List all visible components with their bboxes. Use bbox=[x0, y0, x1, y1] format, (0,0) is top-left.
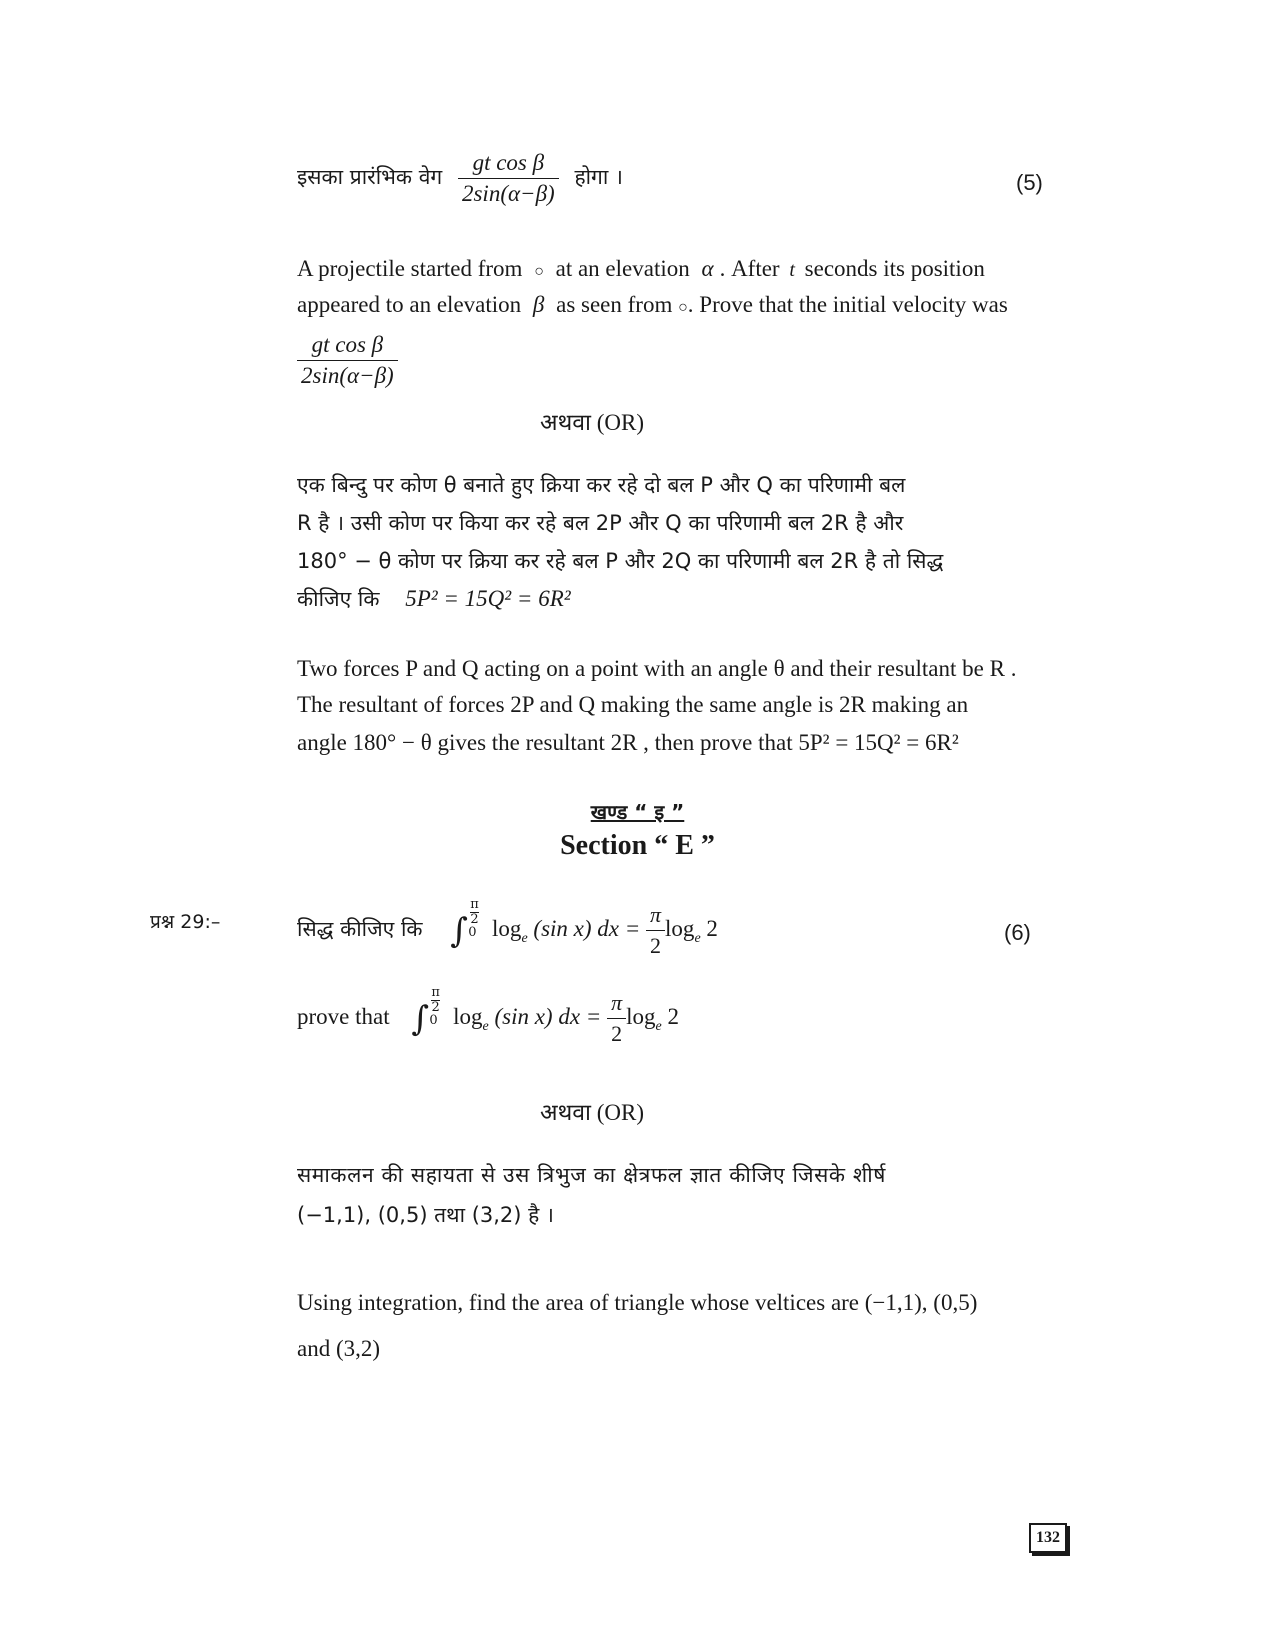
forces-question-hindi-line-3: 180° − θ कोण पर क्रिया कर रहे बल P और 2Q का परिणामी बल 2R है तो सिद्ध bbox=[297, 549, 944, 573]
or-divider-1: अथवा (OR) bbox=[540, 410, 645, 435]
prev-question-hindi bbox=[297, 148, 1077, 208]
upper-limit-den: 2 bbox=[470, 911, 479, 927]
velocity-fraction-denominator: 2sin(α−β) bbox=[297, 360, 398, 391]
log-text: log bbox=[492, 915, 522, 941]
triangle-question-english-line-2: and (3,2) bbox=[297, 1336, 381, 1361]
t-symbol: t bbox=[789, 259, 795, 281]
rhs-num: π bbox=[611, 990, 623, 1015]
section-heading-hindi-text: खण्ड “ इ ” bbox=[590, 800, 685, 824]
circle-o-symbol: ○ bbox=[678, 299, 688, 316]
prev-question-english-line-1 bbox=[297, 254, 1077, 287]
text-segment: appeared to an elevation bbox=[297, 292, 522, 317]
rhs-log-base: e bbox=[694, 930, 701, 946]
prev-question-english-fraction bbox=[297, 330, 1077, 394]
rhs-log: log bbox=[626, 1003, 656, 1029]
alpha-symbol: α bbox=[701, 256, 714, 281]
rhs-log: log bbox=[665, 915, 695, 941]
text-segment: कीजिए कि bbox=[297, 587, 380, 611]
section-heading-hindi bbox=[0, 798, 1275, 825]
question-29-hindi-prefix: सिद्ध कीजिए कि bbox=[297, 916, 423, 941]
upper-limit-num: π bbox=[431, 984, 440, 1000]
forces-question-english-line-2: The resultant of forces 2P and Q making the same angle is 2R making an bbox=[297, 692, 969, 717]
integral-symbol: ∫ $\frac{\pi}{2}$ 0 bbox=[450, 896, 479, 951]
section-heading-english: Section “ E ” bbox=[560, 830, 715, 861]
log-base: e bbox=[521, 930, 528, 946]
prev-question-hindi-prefix: इसका प्रारंभिक वेग bbox=[297, 164, 443, 189]
text-segment: . Prove that the initial velocity was bbox=[687, 292, 1008, 317]
page-number: 132 bbox=[1029, 1523, 1067, 1553]
forces-question-english-line-1: Two forces P and Q acting on a point with an angle θ and their resultant be R . bbox=[297, 656, 1017, 681]
or-divider-2: अथवा (OR) bbox=[540, 1100, 645, 1125]
rhs-den: 2 bbox=[646, 930, 665, 961]
text-segment: . After bbox=[719, 256, 780, 281]
integral-symbol: ∫ $\frac{\pi}{2}$ 0 bbox=[411, 984, 440, 1039]
rhs-value: 2 bbox=[706, 915, 718, 941]
beta-symbol: β bbox=[532, 292, 545, 317]
rhs-fraction bbox=[646, 900, 665, 961]
upper-limit-num: π bbox=[470, 896, 479, 912]
triangle-question-hindi-line-2: (−1,1), (0,5) तथा (3,2) है । bbox=[297, 1203, 554, 1227]
velocity-fraction-numerator: gt cos β bbox=[472, 150, 545, 175]
prev-question-hindi-suffix: होगा । bbox=[574, 164, 623, 189]
text-segment: as seen from bbox=[556, 292, 673, 317]
question-29-english bbox=[297, 984, 1077, 1046]
integrand-rest: (sin x) dx = bbox=[533, 915, 641, 941]
log-text: log bbox=[453, 1003, 483, 1029]
question-29-label-text: प्रश्न 29:– bbox=[150, 911, 221, 933]
rhs-num: π bbox=[650, 902, 662, 927]
prev-question-english-line-2 bbox=[297, 290, 1077, 323]
rhs-value: 2 bbox=[667, 1003, 679, 1029]
forces-question-hindi-line-4 bbox=[297, 584, 1077, 614]
integrand-rest: (sin x) dx = bbox=[494, 1003, 602, 1029]
velocity-fraction bbox=[458, 148, 559, 209]
forces-question-hindi-line-1: एक बिन्दु पर कोण θ बनाते हुए क्रिया कर रहे दो बल P और Q का परिणामी बल bbox=[297, 473, 906, 497]
forces-question-hindi-line-2: R है । उसी कोण पर किया कर रहे बल 2P और Q का परिणामी बल 2R है और bbox=[297, 511, 904, 535]
marks-5: (5) bbox=[1016, 170, 1043, 195]
text-segment: at an elevation bbox=[555, 256, 690, 281]
integral-lower-limit: 0 bbox=[429, 1012, 438, 1028]
upper-limit-den: 2 bbox=[431, 999, 440, 1015]
triangle-question-english-line-1: Using integration, find the area of triangle whose veltices are (−1,1), (0,5) bbox=[297, 1290, 978, 1315]
rhs-log-base: e bbox=[655, 1018, 662, 1034]
question-29-label bbox=[150, 908, 220, 934]
rhs-fraction bbox=[607, 988, 626, 1049]
forces-equation: 5P² = 15Q² = 6R² bbox=[405, 586, 571, 611]
circle-o-symbol: ○ bbox=[534, 263, 544, 280]
integral-lower-limit: 0 bbox=[468, 924, 477, 940]
log-base: e bbox=[482, 1018, 489, 1034]
question-29-hindi bbox=[297, 896, 1077, 958]
triangle-question-hindi-line-1: समाकलन की सहायता से उस त्रिभुज का क्षेत्रफल ज्ञात कीजिए जिसके शीर्ष bbox=[297, 1163, 886, 1187]
velocity-fraction-numerator: gt cos β bbox=[311, 332, 384, 357]
text-segment: seconds its position bbox=[804, 256, 985, 281]
forces-question-english-line-3: angle 180° − θ gives the resultant 2R , then prove that 5P² = 15Q² = 6R² bbox=[297, 730, 959, 755]
rhs-den: 2 bbox=[607, 1018, 626, 1049]
velocity-fraction-denominator: 2sin(α−β) bbox=[458, 178, 559, 209]
velocity-fraction bbox=[297, 330, 398, 391]
marks-6: (6) bbox=[1004, 920, 1031, 945]
text-segment: A projectile started from bbox=[297, 256, 523, 281]
question-29-english-prefix: prove that bbox=[297, 1003, 390, 1029]
